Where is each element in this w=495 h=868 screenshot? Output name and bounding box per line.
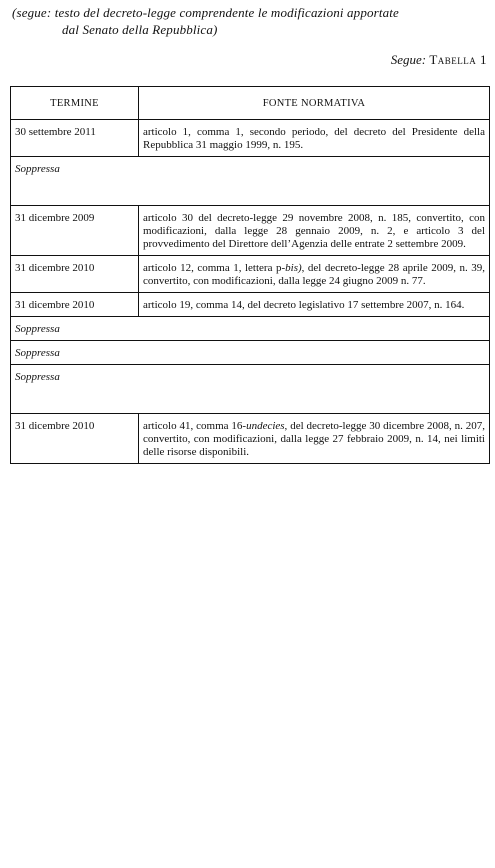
table-row [11,256,490,293]
fonte-text: articolo 41, comma 16- [143,420,247,432]
fonte-text: , del decreto-legge 30 dicembre 2008, n. 207, convertito, con modificazioni, dalla legge 27 febbraio 2009, n. 14, nei limiti delle risorse disponibili. [143,420,485,458]
deadlines-table [10,86,490,464]
table-header-row [11,87,490,120]
soppressa-cell: Soppressa [11,365,490,414]
table-reference-label: Tabella 1 [429,52,487,67]
column-header-fonte-normativa: FONTE NORMATIVA [139,87,490,120]
termine-cell: 31 dicembre 2010 [11,293,139,317]
table-row [11,414,490,464]
table-row [11,206,490,256]
table-row-soppressa [11,157,490,206]
fonte-text-italic: bis) [285,262,302,274]
fonte-text: , del decreto-legge 28 aprile 2009, n. 39, convertito, con modificazioni, dalla legge 24 giugno 2009 n. 77. [143,262,485,287]
continuation-note-line-1: (segue: testo del decreto-legge comprendente le modificazioni apportate [12,5,399,20]
soppressa-cell: Soppressa [11,341,490,365]
segue-label: Segue: [390,52,427,67]
soppressa-cell: Soppressa [11,317,490,341]
table-row-soppressa [11,365,490,414]
continuation-note-line-2: dal Senato della Repubblica) [62,22,218,37]
soppressa-cell: Soppressa [11,157,490,206]
fonte-cell: articolo 19, comma 14, del decreto legislativo 17 settembre 2007, n. 164. [139,293,490,317]
termine-cell: 31 dicembre 2009 [11,206,139,256]
table-row-soppressa [11,317,490,341]
fonte-cell [139,256,490,293]
fonte-text-italic: undecies [246,420,285,432]
table-row [11,293,490,317]
fonte-cell [139,414,490,464]
termine-cell: 31 dicembre 2010 [11,256,139,293]
termine-cell: 31 dicembre 2010 [11,414,139,464]
table-row [11,120,490,157]
fonte-cell: articolo 1, comma 1, secondo periodo, del decreto del Presidente della Repubblica 31 maggio 1999, n. 195. [139,120,490,157]
fonte-cell: articolo 30 del decreto-legge 29 novembre 2008, n. 185, convertito, con modificazioni, dalla legge 28 gennaio 2009, n. 2, e articolo 3 del provvedimento del Direttore dell’Agenzia delle entrate 2 settembre 2009. [139,206,490,256]
continuation-note [12,4,490,38]
termine-cell: 30 settembre 2011 [11,120,139,157]
table-row-soppressa [11,341,490,365]
table-reference [391,52,487,68]
fonte-text: articolo 12, comma 1, lettera p- [143,262,286,274]
column-header-termine: TERMINE [11,87,139,120]
